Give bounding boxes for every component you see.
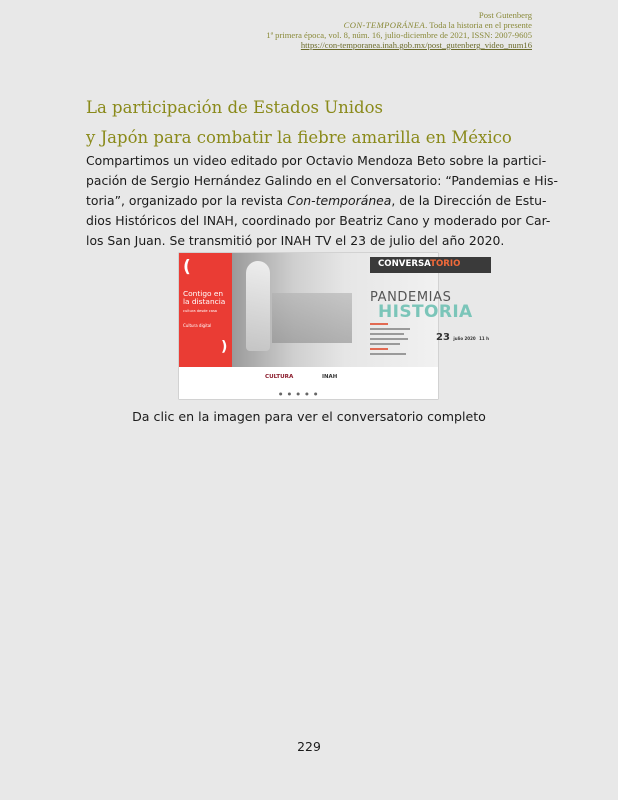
running-head-url-link[interactable]: https://con-temporanea.inah.gob.mx/post_gutenberg_video_num16 <box>300 40 532 50</box>
body-line-2: pación de Sergio Hernández Galindo en el Conversatorio: “Pandemias e His- <box>86 173 558 188</box>
cultura-casa-text: cultura desde casa <box>183 309 218 313</box>
inah-logo: INAH <box>322 374 338 380</box>
article-heading <box>86 93 536 153</box>
journal-name-italic: Con-temporánea <box>287 193 392 208</box>
running-head-journal-line <box>132 20 532 30</box>
c-logo-icon: ( <box>183 257 191 277</box>
video-caption: Da clic en la imagen para ver el conversatorio completo <box>132 409 486 424</box>
body-paragraph <box>86 151 558 251</box>
speaker-line <box>370 333 404 335</box>
hospital-photo-shape <box>272 293 352 343</box>
running-head-author: Post Gutenberg <box>478 10 532 20</box>
pandemias-title: PANDEMIAS <box>370 290 452 305</box>
running-head-journal-tail: . Toda la historia en el presente <box>425 20 532 30</box>
d-logo-icon: ) <box>221 339 228 355</box>
nurse-photo-figure <box>246 261 270 351</box>
conversatorio-title-b: TORIO <box>430 259 461 269</box>
body-line-3-a: toria”, organizado por la revista <box>86 193 288 208</box>
speaker-line <box>370 343 400 345</box>
contigo-text: Contigo en la distancia <box>183 289 226 306</box>
event-month: julio 2020 <box>453 336 476 341</box>
running-head <box>132 10 532 50</box>
poster-panel <box>232 253 489 367</box>
logo-bar <box>179 367 438 399</box>
conversatorio-title <box>378 259 460 269</box>
running-head-issue: 1ª primera época, vol. 8, núm. 16, julio-diciembre de 2021, ISSN: 2007-9605 <box>266 30 532 40</box>
speaker-list <box>370 323 432 358</box>
running-head-journal: CON-TEMPORÁNEA <box>343 20 426 30</box>
heading-line-2: y Japón para combatir la fiebre amarilla en México <box>86 128 512 147</box>
event-day: 23 <box>436 332 450 343</box>
heading-line-1: La participación de Estados Unidos <box>86 98 384 117</box>
event-hour: 11 h <box>479 336 489 341</box>
video-thumbnail-link[interactable] <box>179 253 489 399</box>
speaker-line <box>370 328 410 330</box>
social-icons: ● ● ● ● ● <box>279 391 320 396</box>
cultura-logo: CULTURA <box>265 374 294 380</box>
contigo-panel <box>179 253 232 367</box>
conversatorio-title-a: CONVERSA <box>378 259 431 269</box>
conversatorio-bar <box>370 257 491 273</box>
body-line-5: los San Juan. Se transmitió por INAH TV el 23 de julio del año 2020. <box>86 233 505 248</box>
body-line-1: Compartimos un video editado por Octavio Mendoza Beto sobre la partici- <box>86 153 547 168</box>
speaker-line <box>370 353 406 355</box>
event-date <box>436 332 489 343</box>
speaker-line <box>370 348 388 350</box>
body-line-3-b: , de la Dirección de Estu- <box>391 193 547 208</box>
speaker-line <box>370 338 408 340</box>
speaker-line <box>370 323 388 325</box>
body-line-4: dios Históricos del INAH, coordinado por Beatriz Cano y moderado por Car- <box>86 213 551 228</box>
body-line-3 <box>86 191 547 211</box>
historia-title: HISTORIA <box>378 302 473 322</box>
cultura-digital-text: Cultura digital <box>183 323 212 328</box>
page-number: 229 <box>297 739 321 754</box>
